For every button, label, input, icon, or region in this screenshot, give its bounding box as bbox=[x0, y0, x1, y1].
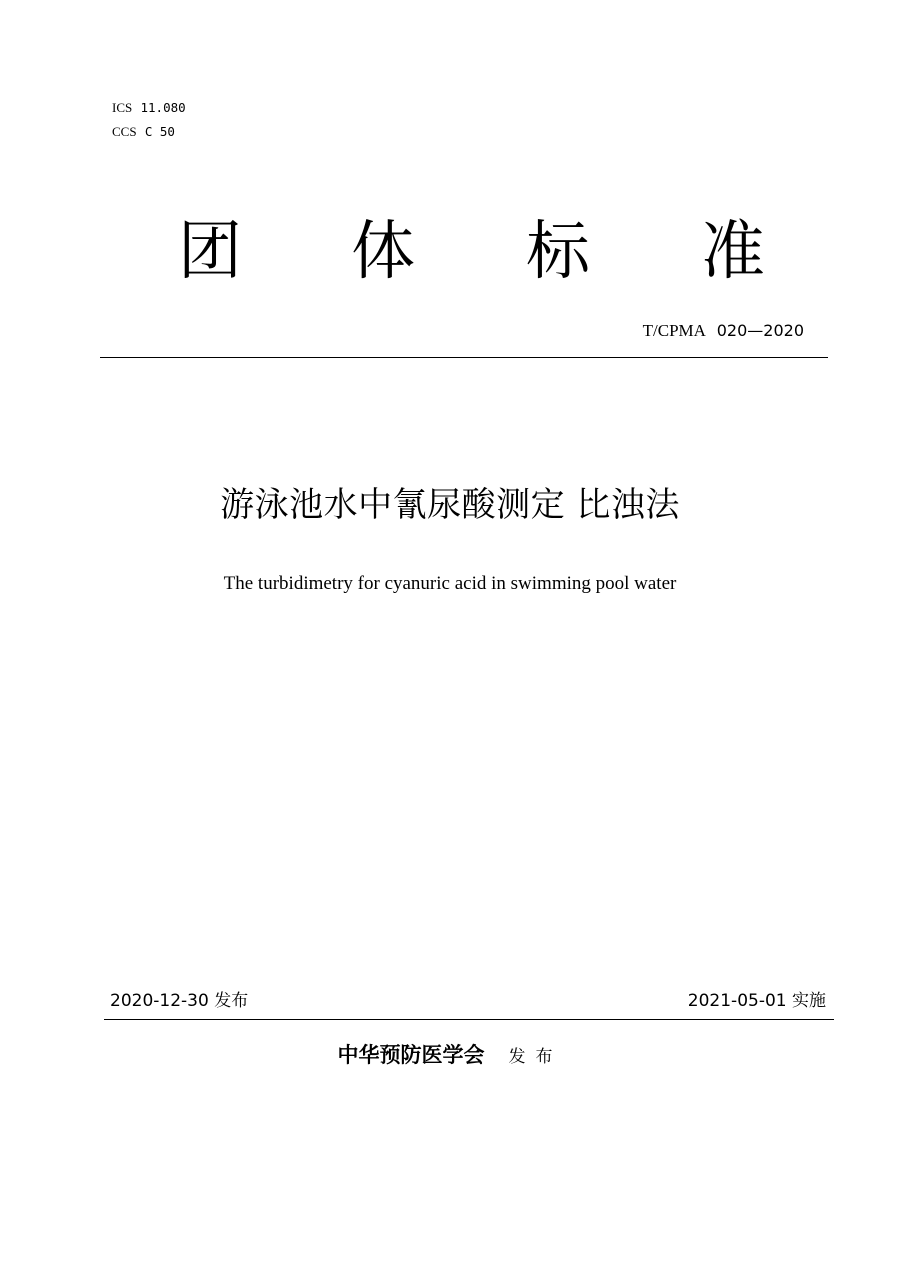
ics-value: 11.080 bbox=[140, 100, 186, 115]
ccs-classification bbox=[112, 124, 175, 141]
issue-date: 2020-12-30 发布 bbox=[110, 991, 249, 1011]
ics-label: ICS bbox=[112, 100, 133, 115]
ics-classification bbox=[112, 100, 186, 117]
standard-code: T/CPMA bbox=[642, 321, 706, 340]
ccs-value: C 50 bbox=[144, 124, 175, 139]
bottom-divider bbox=[104, 1019, 834, 1020]
effective-date: 2021-05-01 实施 bbox=[687, 991, 826, 1011]
publisher-verb: 发布 bbox=[508, 1047, 563, 1067]
header-char-3: 标 bbox=[526, 215, 590, 289]
title-english: The turbidimetry for cyanuric acid in swimming pool water bbox=[223, 573, 677, 594]
header-char-2: 体 bbox=[351, 215, 415, 289]
header-char-4: 准 bbox=[701, 215, 765, 289]
header-char-1: 团 bbox=[178, 215, 242, 289]
title-chinese: 游泳池水中氰尿酸测定 比浊法 bbox=[220, 485, 680, 525]
publisher-name: 中华预防医学会 bbox=[337, 1042, 485, 1067]
standard-number bbox=[643, 320, 804, 342]
standard-year-number: 020—2020 bbox=[716, 321, 804, 340]
publisher-line bbox=[0, 1040, 900, 1072]
ccs-label: CCS bbox=[112, 124, 137, 139]
top-divider bbox=[100, 357, 828, 358]
